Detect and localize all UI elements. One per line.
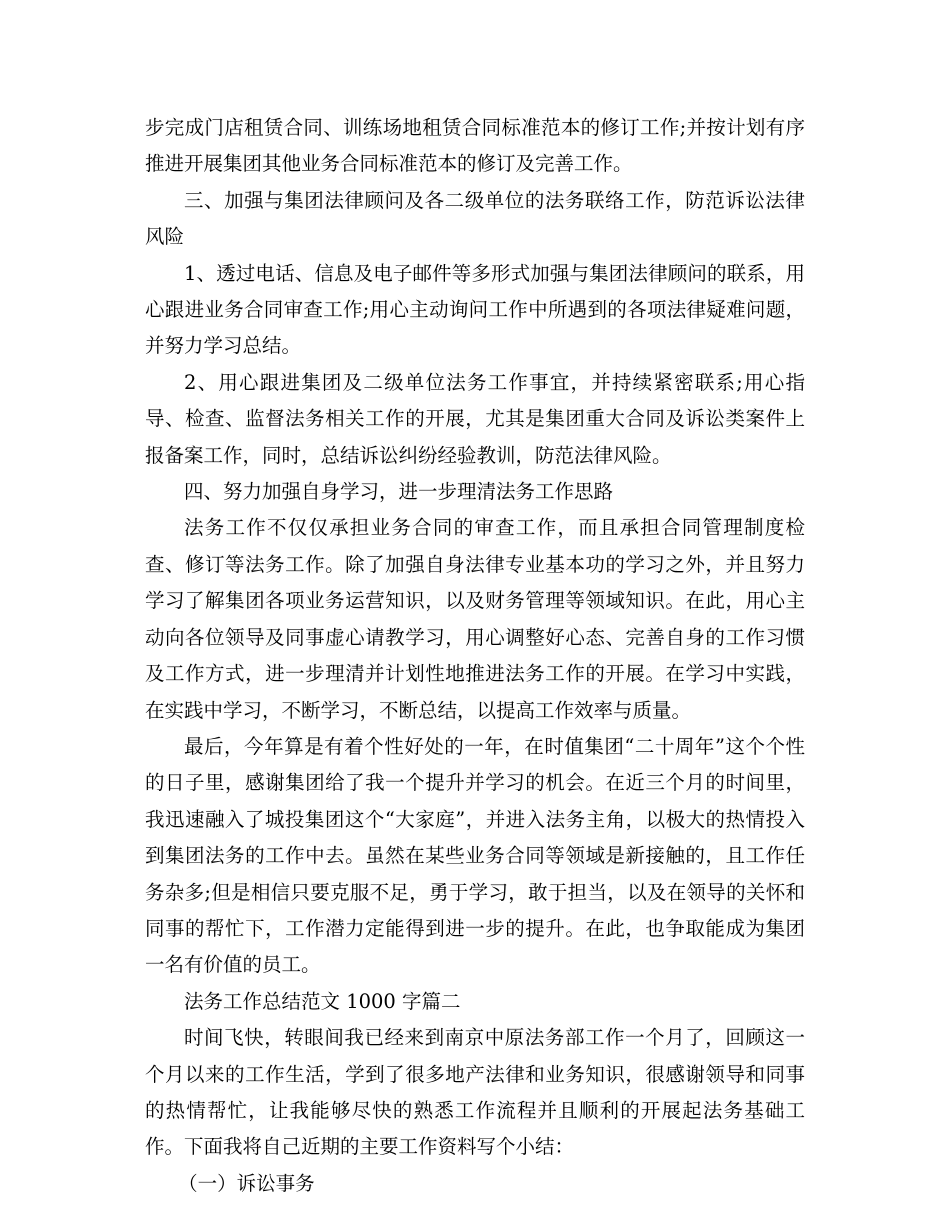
- paragraph-contract-revision: 步完成门店租赁合同、训练场地租赁合同标准范本的修订工作;并按计划有序推进开展集团其他业务合同标准范本的修订及完善工作。: [145, 116, 805, 176]
- paragraph-conclusion: 最后，今年算是有着个性好处的一年，在时值集团“二十周年”这个个性的日子里，感谢集团给了我一个提升并学习的机会。在近三个月的时间里，我迅速融入了城投集团这个“大家庭”，并进入法务主角，以极大的热情投入到集团法务的工作中去。虽然在某些业务合同等领域是新接触的，且工作任务杂多;但是相信只要克服不足，勇于学习，敢于担当，以及在领导的关怀和同事的帮忙下，工作潜力定能得到进一步的提升。在此，也争取能成为集团一名有价值的员工。: [145, 734, 805, 977]
- paragraph-item-1: 1、透过电话、信息及电子邮件等多形式加强与集团法律顾问的联系，用心跟进业务合同审查工作;用心主动询问工作中所遇到的各项法律疑难问题，并努力学习总结。: [145, 261, 805, 358]
- subheading-litigation: （一）诉讼事务: [178, 1171, 315, 1195]
- paragraph-article-two-intro: 时间飞快，转眼间我已经来到南京中原法务部工作一个月了，回顾这一个月以来的工作生活，学到了很多地产法律和业务知识，很感谢领导和同事的热情帮忙，让我能够尽快的熟悉工作流程并且顺利的开展起法务基础工作。下面我将自己近期的主要工作资料写个小结：: [145, 1026, 805, 1159]
- heading-section-four: 四、努力加强自身学习，进一步理清法务工作思路: [184, 480, 614, 504]
- article-two-title: 法务工作总结范文 1000 字篇二: [184, 989, 461, 1013]
- document-body: [145, 110, 805, 1202]
- heading-section-three: 三、加强与集团法律顾问及各二级单位的法务联络工作，防范诉讼法律风险: [145, 188, 805, 249]
- paragraph-item-2: 2、用心跟进集团及二级单位法务工作事宜，并持续紧密联系;用心指导、检查、监督法务相关工作的开展，尤其是集团重大合同及诉讼类案件上报备案工作，同时，总结诉讼纠纷经验教训，防范法律风险。: [145, 370, 805, 467]
- paragraph-self-study: 法务工作不仅仅承担业务合同的审查工作，而且承担合同管理制度检查、修订等法务工作。除了加强自身法律专业基本功的学习之外，并且努力学习了解集团各项业务运营知识，以及财务管理等领域知识。在此，用心主动向各位领导及同事虚心请教学习，用心调整好心态、完善自身的工作习惯及工作方式，进一步理清并计划性地推进法务工作的开展。在学习中实践，在实践中学习，不断学习，不断总结，以提高工作效率与质量。: [145, 516, 805, 722]
